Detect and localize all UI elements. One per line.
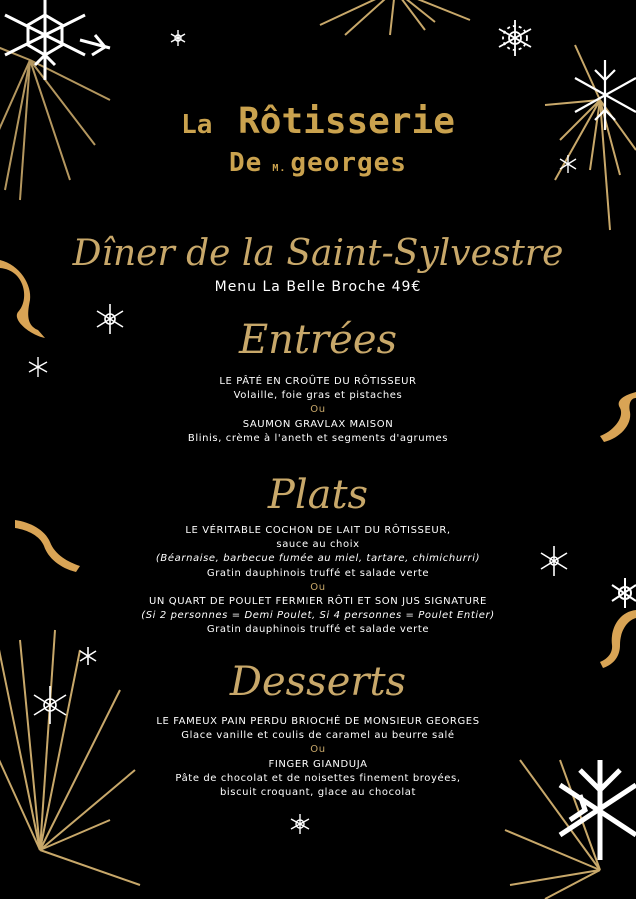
separator-ou: Ou [310,404,326,416]
entree-line: SAUMON GRAVLAX MAISON [242,418,394,430]
snowflake-top-center [171,30,185,46]
plat-line: Gratin dauphinois truffé et salade verte [206,567,430,579]
plat-line: LE VÉRITABLE COCHON DE LAIT DU RÔTISSEUR, [185,525,451,536]
snowflake-top-left [5,0,110,80]
heading-desserts: Desserts [229,659,407,705]
entree-line: LE PÂTÉ EN CROÛTE DU RÔTISSEUR [219,376,417,387]
separator-ou: Ou [310,744,326,756]
plat-line: sauce au choix [276,539,360,551]
desserts-list [0,715,636,800]
dessert-line: FINGER GIANDUJA [268,758,368,770]
logo-de: De [229,148,263,178]
logo-georges: georges [290,148,407,178]
logo-la: La [181,110,213,140]
plat-line: (Béarnaise, barbecue fumée au miel, tartare, chimichurri) [155,553,481,565]
dessert-line: Glace vanille et coulis de caramel au beurre salé [181,730,455,742]
firework-top-center [320,0,470,35]
dessert-line: biscuit croquant, glace au chocolat [219,787,417,799]
snowflake-bottom-center [291,814,309,834]
entree-line: Volaille, foie gras et pistaches [233,390,403,402]
dessert-line: Pâte de chocolat et de noisettes finement broyées, [175,772,461,784]
plats-list [0,524,636,638]
separator-ou: Ou [310,581,326,593]
entree-line: Blinis, crème à l'aneth et segments d'agrumes [187,432,449,444]
logo-rotisserie: Rôtisserie [238,101,455,142]
snowflake-top-right-small [499,20,531,56]
entrees-list [0,375,636,446]
heading-entrees: Entrées [238,317,398,363]
logo-line-2 [0,150,636,176]
menu-title: Dîner de la Saint-Sylvestre [72,233,564,274]
snowflake-left-2 [29,357,47,377]
logo-monsieur: M. [272,163,287,174]
plat-line: UN QUART DE POULET FERMIER RÔTI ET SON JUS SIGNATURE [149,596,487,608]
plat-line: Gratin dauphinois truffé et salade verte [206,624,430,636]
dessert-line: LE FAMEUX PAIN PERDU BRIOCHÉ DE MONSIEUR GEORGES [156,716,480,727]
menu-subtitle: Menu La Belle Broche 49€ [214,279,422,295]
heading-plats: Plats [267,472,369,518]
logo-line-1 [0,101,636,142]
plat-line: (Si 2 personnes = Demi Poulet, Si 4 personnes = Poulet Entier) [141,610,495,622]
